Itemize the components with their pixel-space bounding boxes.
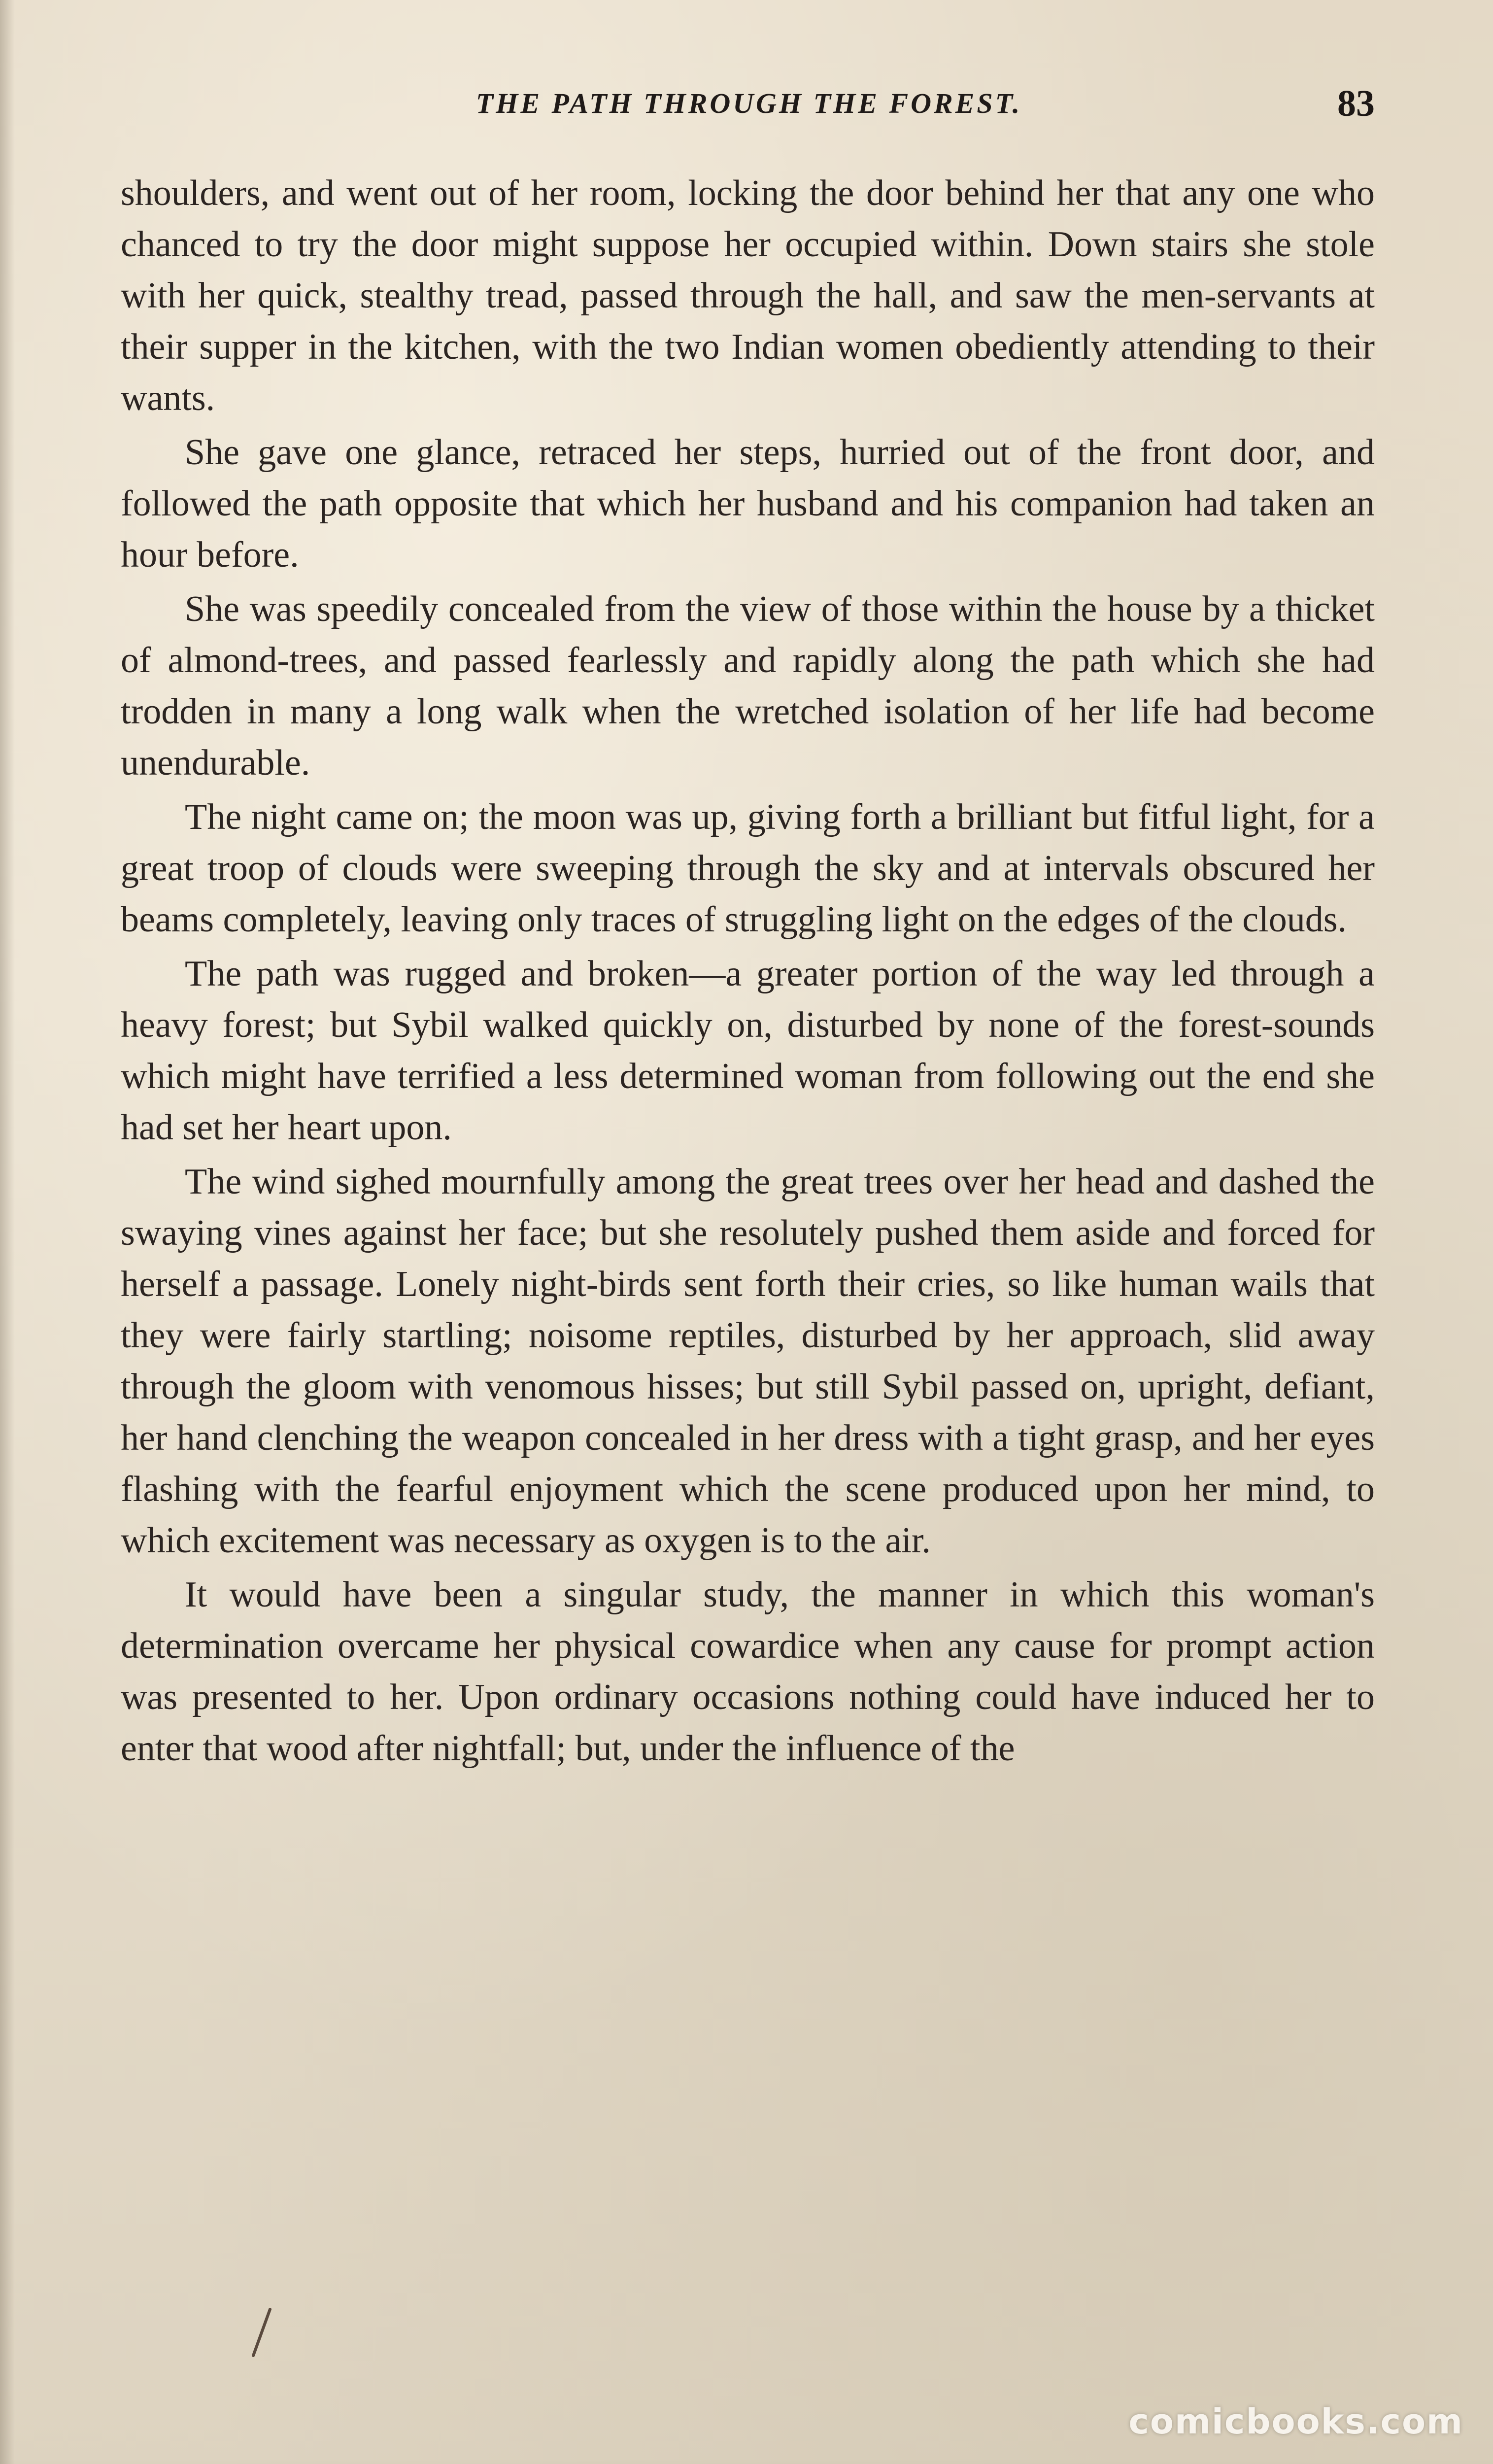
bottom-shadow <box>0 2459 1493 2464</box>
running-head <box>123 79 1375 133</box>
watermark-text: comicbooks.com <box>1128 2401 1463 2442</box>
paragraph: shoulders, and went out of her room, locking the door behind her that any one who chanced to try the door might suppose her occupied within. Down stairs she stole with her quick, stealthy tread, passed through the hall, and saw the men-servants at their supper in the kitchen, with the two Indian women obediently attending to their wants. <box>121 173 1375 418</box>
paragraph: It would have been a singular study, the manner in which this woman's determination overcame her physical cowardice when any cause for prompt action was presented to her. Upon ordinary occasions nothing could have induced her to enter that wood after nightfall; but, under the influence of the <box>121 1574 1375 1769</box>
running-title: THE PATH THROUGH THE FOREST. <box>475 87 1022 119</box>
paragraph: She was speedily concealed from the view of those within the house by a thicket of almond-trees, and passed fearlessly and rapidly along the path which she had trodden in many a long walk when the wretched isolation of her life had become unendurable. <box>121 589 1375 783</box>
page-edge-shadow <box>0 0 15 2464</box>
paragraph: The wind sighed mournfully among the great trees over her head and dashed the swaying vines against her face; but she resolutely pushed them aside and forced for herself a passage. Lonely night-birds sent forth their cries, so like human wails that they were fairly startling; noisome reptiles, disturbed by her approach, slid away through the gloom with venomous hisses; but still Sybil passed on, upright, defiant, her hand clenching the weapon concealed in her dress with a tight grasp, and her eyes flashing with the fearful enjoyment which the scene produced upon her mind, to which excitement was necessary as oxygen is to the air. <box>121 1162 1375 1561</box>
paragraph: The path was rugged and broken—a greater portion of the way led through a heavy forest; but Sybil walked quickly on, disturbed by none of the forest-sounds which might have terrified a less determined woman from following out the end she had set her heart upon. <box>121 954 1375 1148</box>
body-text <box>121 168 1375 2321</box>
page-number: 83 <box>1337 83 1375 124</box>
paragraph: She gave one glance, retraced her steps, hurried out of the front door, and followed the path opposite that which her husband and his companion had taken an hour before. <box>121 432 1375 575</box>
paragraph: The night came on; the moon was up, giving forth a brilliant but fitful light, for a great troop of clouds were sweeping through the sky and at intervals obscured her beams completely, leaving only traces of struggling light on the edges of the clouds. <box>121 797 1375 940</box>
pencil-mark <box>246 2306 276 2361</box>
